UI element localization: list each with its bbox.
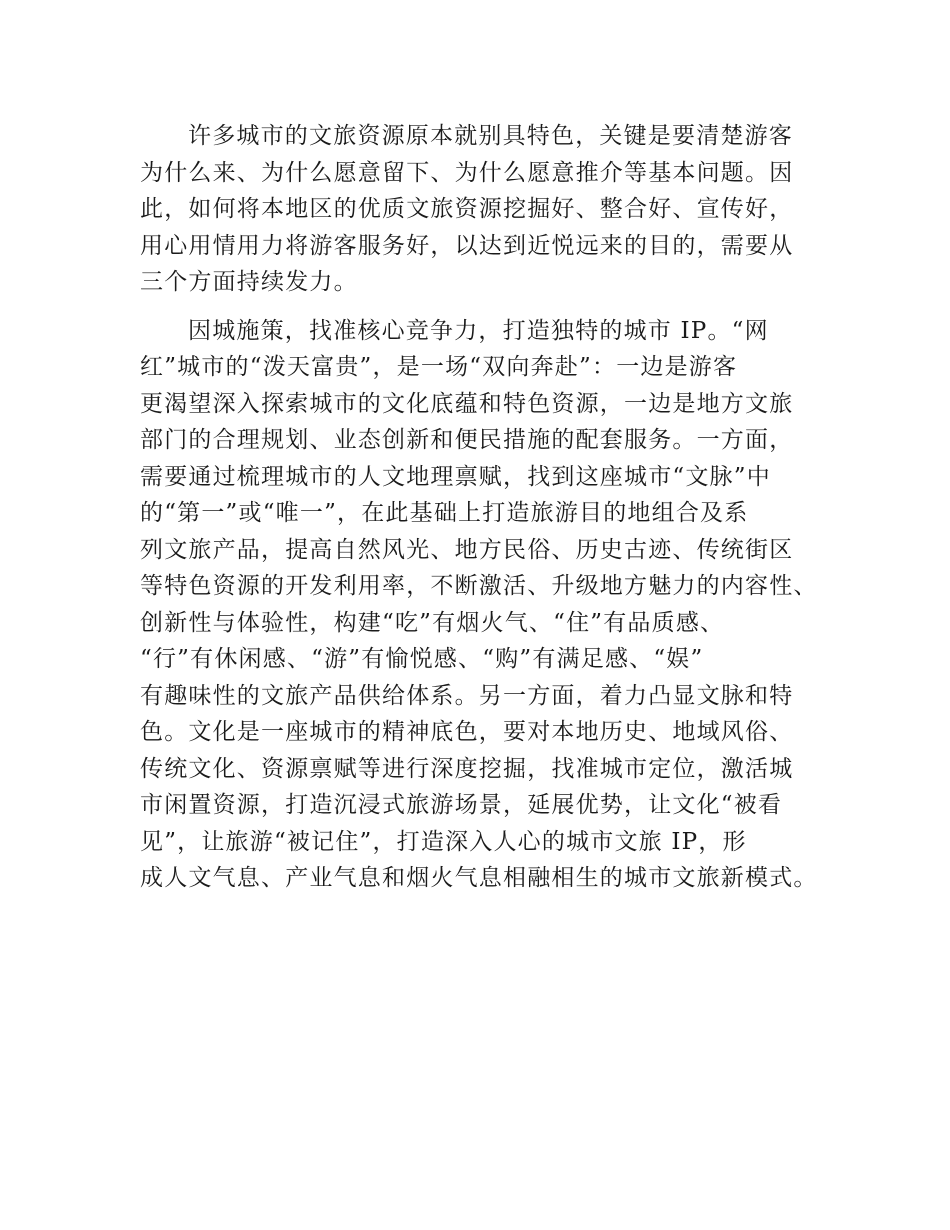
text-line: 更渴望深入探索城市的文化底蕴和特色资源，一边是地方文旅 — [140, 390, 794, 417]
paragraph-1 — [140, 118, 830, 301]
text-line: 部门的合理规划、业态创新和便民措施的配套服务。一方面， — [140, 427, 794, 453]
text-line: 有趣味性的文旅产品供给体系。另一方面，着力凸显文脉和特 — [140, 682, 794, 709]
text-line: 需要通过梳理城市的人文地理禀赋，找到这座城市“文脉”中 — [140, 463, 771, 490]
text-line: 的“第一”或“唯一”，在此基础上打造旅游目的地组合及系 — [140, 500, 749, 526]
text-line: 市闲置资源，打造沉浸式旅游场景，延展优势，让文化“被看 — [140, 792, 783, 818]
text-line: 成人文气息、产业气息和烟火气息相融相生的城市文旅新模式。 — [140, 865, 818, 891]
text-line: 许多城市的文旅资源原本就别具特色，关键是要清楚游客 — [188, 123, 793, 149]
text-line: 此，如何将本地区的优质文旅资源挖掘好、整合好、宣传好， — [140, 196, 794, 222]
text-line: 传统文化、资源禀赋等进行深度挖掘，找准城市定位，激活城 — [140, 755, 794, 782]
text-line: 创新性与体验性，构建“吃”有烟火气、“住”有品质感、 — [140, 609, 725, 636]
text-line: 列文旅产品，提高自然风光、地方民俗、历史古迹、传统街区 — [140, 536, 794, 563]
text-line: 见”，让旅游“被记住”，打造深入人心的城市文旅 IP，形 — [140, 828, 747, 855]
text-line: 用心用情用力将游客服务好，以达到近悦远来的目的，需要从 — [140, 232, 794, 259]
document-body — [140, 118, 830, 909]
paragraph-2 — [140, 313, 830, 897]
text-line: 等特色资源的开发利用率，不断激活、升级地方魅力的内容性、 — [140, 573, 818, 599]
text-line: 色。文化是一座城市的精神底色，要对本地历史、地域风俗、 — [140, 719, 794, 745]
text-line: “行”有休闲感、“游”有愉悦感、“购”有满足感、“娱” — [140, 646, 704, 672]
text-line: 红”城市的“泼天富贵”，是一场“双向奔赴”：一边是游客 — [140, 354, 738, 380]
text-line: 三个方面持续发力。 — [140, 269, 358, 295]
text-line: 为什么来、为什么愿意留下、为什么愿意推介等基本问题。因 — [140, 159, 794, 186]
text-line: 因城施策，找准核心竞争力，打造独特的城市 IP。“网 — [188, 317, 769, 344]
